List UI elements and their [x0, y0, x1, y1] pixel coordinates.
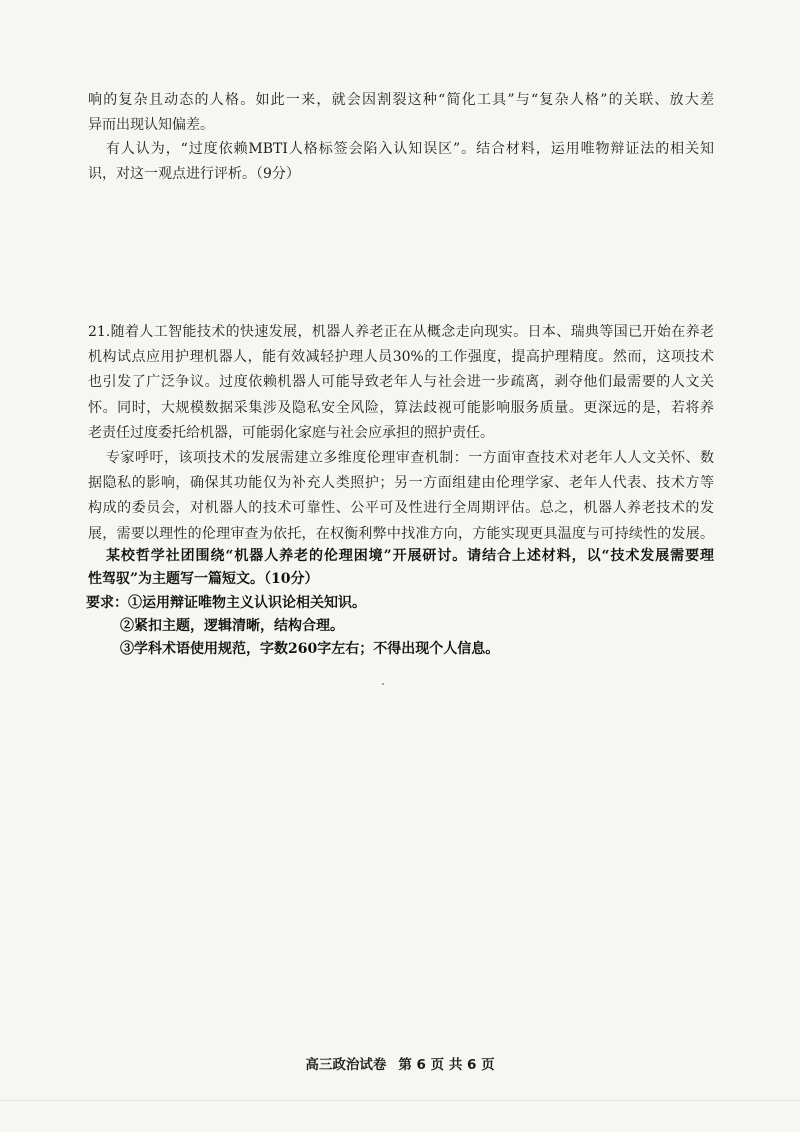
requirement-item: ①运用辩证唯物主义认识论相关知识。: [128, 594, 366, 611]
q21-task-line: 性驾驭”为主题写一篇短文。（10分）: [88, 571, 319, 588]
scan-speck: [382, 683, 384, 685]
q21-para1-line: 21.随着人工智能技术的快速发展，机器人养老正在从概念走向现实。日本、瑞典等国已开始在养老: [88, 324, 714, 340]
page-footer: [0, 1053, 800, 1073]
scan-edge-line: [0, 1100, 800, 1101]
requirement-item: ②紧扣主题，逻辑清晰，结构合理。: [120, 617, 344, 634]
requirements-label: 要求：: [86, 594, 128, 611]
q21-para1-line: 怀。同时，大规模数据采集涉及隐私安全风险，算法歧视可能影响服务质量。更深远的是，若将养: [88, 399, 714, 416]
question-21-material: [88, 320, 714, 547]
footer-page-number: 第 6 页 共 6 页: [398, 1057, 495, 1073]
footer-subject: 高三政治试卷: [305, 1057, 387, 1073]
requirement-item: ③学科术语使用规范，字数260字左右；不得出现个人信息。: [120, 641, 500, 658]
q21-para1-line: 也引发了广泛争议。过度依赖机器人可能导致老年人与社会进一步疏离，剥夺他们最需要的人文关: [88, 374, 714, 391]
q21-para2-line: 专家呼吁，该项技术的发展需建立多维度伦理审查机制：一方面审查技术对老年人人文关怀、数: [106, 449, 714, 466]
q20-continuation-line: 异而出现认知偏差。: [88, 116, 214, 133]
q21-requirement-line: [86, 592, 714, 615]
q21-para1-line: 老责任过度委托给机器，可能弱化家庭与社会应承担的照护责任。: [88, 424, 494, 441]
q21-task-line: 某校哲学社团围绕“机器人养老的伦理困境”开展研讨。请结合上述材料，以“技术发展需要理: [106, 548, 714, 564]
q21-para2-line: 据隐私的影响，确保其功能仅为补充人类照护；另一方面组建由伦理学家、老年人代表、技术方等: [88, 475, 714, 492]
q20-task-line: 识，对这一观点进行评析。（9分）: [88, 165, 300, 182]
q20-continuation-line: 响的复杂且动态的人格。如此一来，就会因割裂这种“简化工具”与“复杂人格”的关联、放大差: [88, 92, 714, 108]
q21-para2-line: 构成的委员会，对机器人的技术可靠性、公平可及性进行全周期评估。总之，机器人养老技术的发: [88, 500, 714, 517]
question-21-task: [88, 545, 714, 661]
q20-task-line: 有人认为，“过度依赖MBTI人格标签会陷入认知误区”。结合材料，运用唯物辩证法的相关知: [106, 141, 714, 157]
q21-para2-line: 展，需要以理性的伦理审查为依托，在权衡利弊中找准方向，方能实现更具温度与可持续性的发展。: [88, 525, 714, 542]
question-20-tail: [88, 88, 714, 186]
q21-para1-line: 机构试点应用护理机器人，能有效减轻护理人员30%的工作强度，提高护理精度。然而，这项技术: [88, 349, 714, 366]
